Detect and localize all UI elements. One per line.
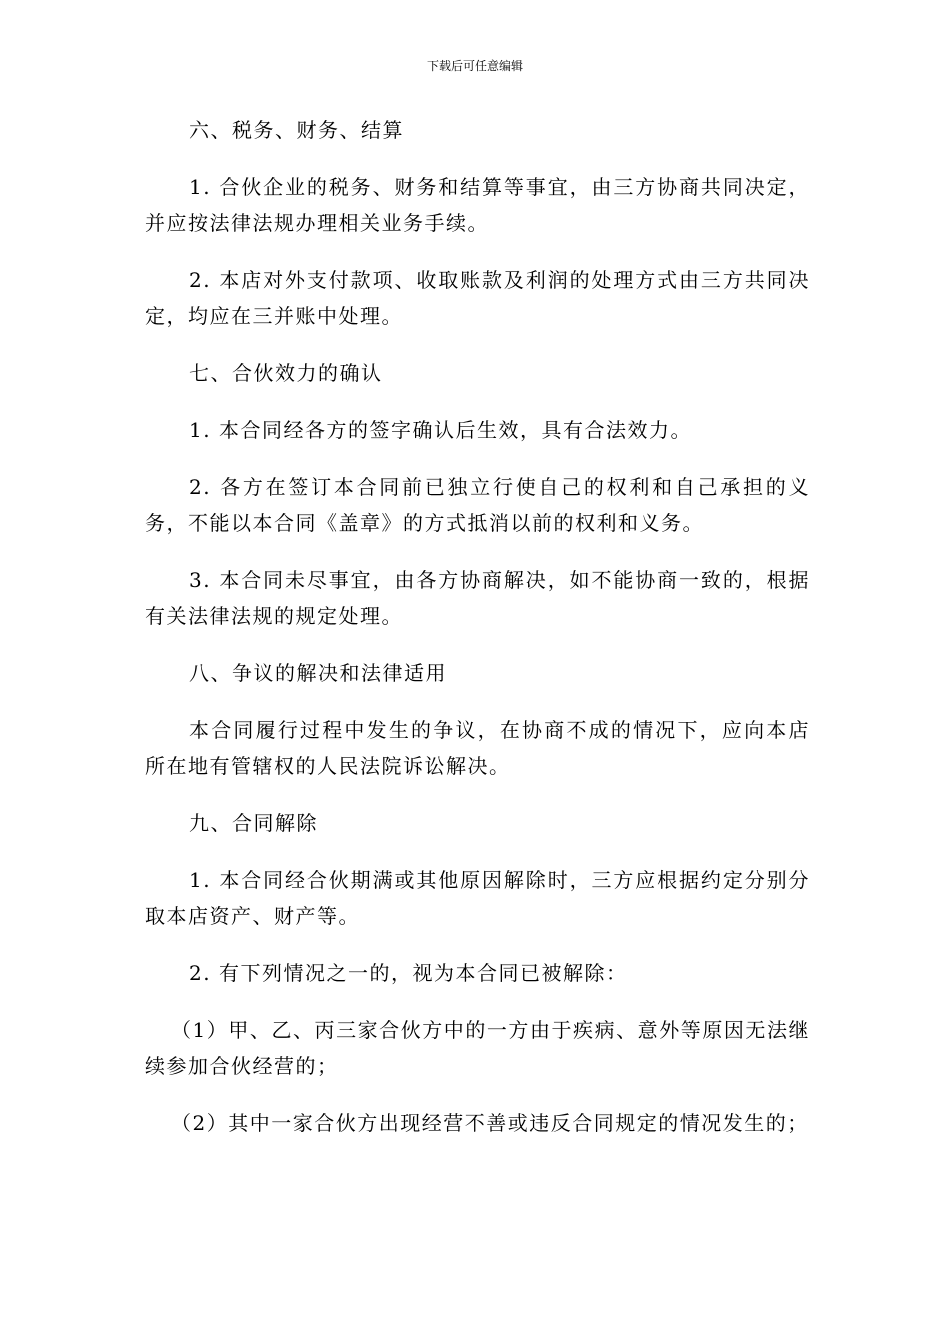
clause-7-1: 1. 本合同经各方的签字确认后生效，具有合法效力。 xyxy=(189,418,692,442)
clause-7-3: 3. 本合同未尽事宜，由各方协商解决，如不能协商一致的，根据有关法律法规的规定处理。 xyxy=(145,568,810,628)
clause-9-2: 2. 有下列情况之一的，视为本合同已被解除： xyxy=(189,961,628,985)
section-heading-9: 九、合同解除 xyxy=(189,811,318,835)
clause-7-2: 2. 各方在签订本合同前已独立行使自己的权利和自己承担的义务，不能以本合同《盖章》的方式抵消以前的权利和义务。 xyxy=(145,475,810,535)
clause-9-2-item-1: （1）甲、乙、丙三家合伙方中的一方由于疾病、意外等原因无法继续参加合伙经营的； xyxy=(145,1018,810,1078)
clause-6-1: 1. 合伙企业的税务、财务和结算等事宜，由三方协商共同决定，并应按法律法规办理相关业务手续。 xyxy=(145,175,810,235)
clause-8-body: 本合同履行过程中发生的争议，在协商不成的情况下，应向本店所在地有管辖权的人民法院诉讼解决。 xyxy=(145,718,810,778)
clause-9-1: 1. 本合同经合伙期满或其他原因解除时，三方应根据约定分别分取本店资产、财产等。 xyxy=(145,868,810,928)
clause-9-2-item-2: （2）其中一家合伙方出现经营不善或违反合同规定的情况发生的； xyxy=(171,1111,809,1135)
page-header-note: 下载后可任意编辑 xyxy=(426,59,523,73)
document-body xyxy=(145,112,810,1162)
section-heading-6: 六、税务、财务、结算 xyxy=(189,118,404,142)
clause-6-2: 2. 本店对外支付款项、收取账款及利润的处理方式由三方共同决定，均应在三并账中处理。 xyxy=(145,268,810,328)
section-heading-8: 八、争议的解决和法律适用 xyxy=(189,661,447,685)
section-heading-7: 七、合伙效力的确认 xyxy=(189,361,383,385)
